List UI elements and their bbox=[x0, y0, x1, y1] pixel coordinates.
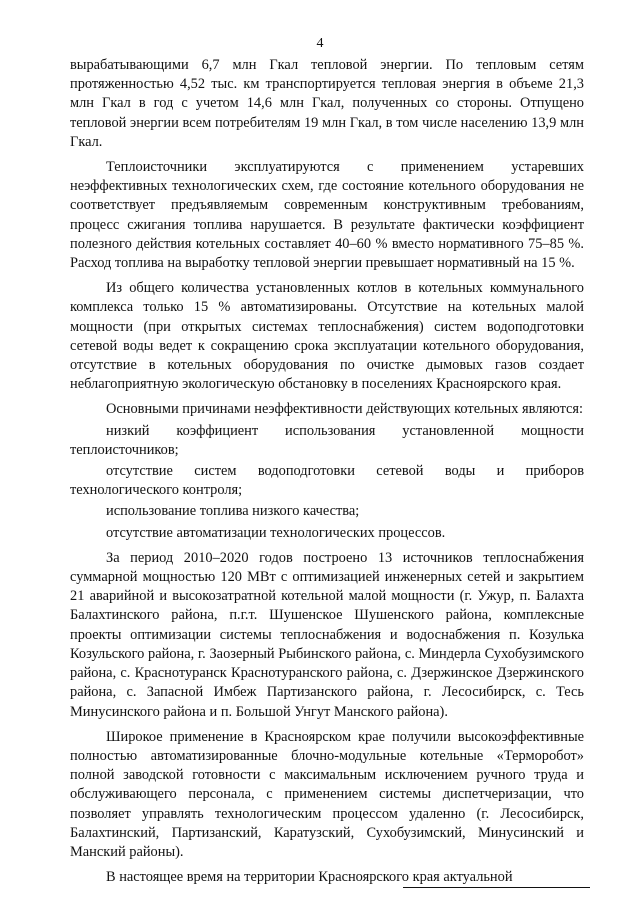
page-number: 4 bbox=[316, 36, 324, 51]
paragraph-automation-share: Из общего количества установленных котлов в котельных коммунального комплекса только 15 % автоматизированы. Отсутствие на котельных малой мощности (при открытых системах теплоснабжения) систем водоподготовки сетевой воды ведет к сокращению срока эксплуатации котельного оборудования, отсутствие в котельных оборудования по очистке дымовых газов создает неблагоприятную экологическую обстановку в поселениях Красноярского края. bbox=[70, 280, 584, 393]
paragraph-heat-output: вырабатывающими 6,7 млн Гкал тепловой энергии. По тепловым сетям протяженностью 4,52 тыс. км транспортируется тепловая энергия в объеме 21,3 млн Гкал в год с учетом 14,6 млн Гкал, полученных со стороны. Отпущено тепловой энергии всем потребителям 19 млн Гкал, в том числе населению 13,9 млн Гкал. bbox=[70, 57, 584, 150]
footer-divider bbox=[403, 887, 590, 888]
document-body bbox=[70, 56, 584, 893]
paragraph-construction-2010-2020: За период 2010–2020 годов построено 13 источников теплоснабжения суммарной мощностью 120 МВт с оптимизацией инженерных сетей и закрытием 21 аварийной и высокозатратной котельной малой мощности (г. Ужур, п. Балахта Балахтинского района, п.г.т. Шушенское Шушенского района, комплексные проекты оптимизации системы теплоснабжения и водоснабжения п. Козулька Козульского района, г. Заозерный Рыбинского района, с. Миндерла Сухобузимского района, с. Краснотуранск Краснотуранского района, с. Дзержинское Дзержинского района, с. Запасной Имбеж Партизанского района, г. Лесосибирск, с. Тесь Минусинского района и п. Большой Унгут Манского района). bbox=[70, 549, 584, 720]
list-item-low-capacity-use: низкий коэффициент использования установленной мощности теплоисточников; bbox=[70, 422, 584, 458]
paragraph-continuation: В настоящее время на территории Красноярского края актуальной bbox=[106, 869, 513, 886]
paragraph-termorobot-boilers: Широкое применение в Красноярском крае получили высокоэффективные полностью автоматизированные блочно-модульные котельные «Терморобот» полной заводской готовности с максимальным исключением ручного труда и обслуживающего персонала, с применением системы диспетчеризации, что позволяет управлять технологическим процессом удаленно (г. Лесосибирск, Балахтинский, Партизанский, Каратузский, Сухобузимский, Минусинский и Манский районы). bbox=[70, 728, 584, 860]
list-item-low-quality-fuel: использование топлива низкого качества; bbox=[106, 503, 360, 520]
paragraph-outdated-equipment: Теплоисточники эксплуатируются с применением устаревших неэффективных технологических схем, где состояние котельного оборудования не соответствует предъявляемым современным конструктивным требованиям, процесс сжигания топлива нарушается. В результате фактически коэффициент полезного действия котельных составляет 40–60 % вместо нормативного 75–85 %. Расход топлива на выработку тепловой энергии превышает нормативный на 15 %. bbox=[70, 159, 584, 272]
list-item-no-water-treatment: отсутствие систем водоподготовки сетевой воды и приборов технологического контроля; bbox=[70, 463, 584, 499]
paragraph-main-causes: Основными причинами неэффективности действующих котельных являются: bbox=[106, 401, 584, 418]
list-item-no-automation: отсутствие автоматизации технологических процессов. bbox=[106, 524, 446, 541]
